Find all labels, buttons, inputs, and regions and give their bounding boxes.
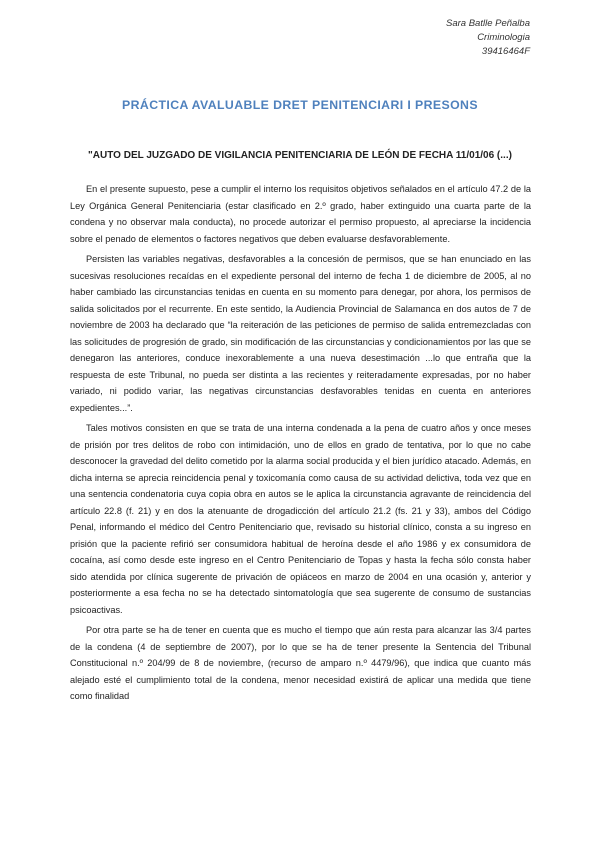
author-name: Sara Batlle Peñalba <box>446 18 530 29</box>
paragraph: En el presente supuesto, pese a cumplir el interno los requisitos objetivos señalados en el artículo 47.2 de la Ley Orgánica General Penitenciaria (estar clasificado en 2.º grado, haber extinguido una cuarta parte de la condena y no observar mala conducta), no procede autorizar el permiso propuesto, al apreciarse la incidencia sobre el penado de elementos o factores negativos que deben evaluarse desfavorablemente. <box>70 184 531 244</box>
paragraph: Por otra parte se ha de tener en cuenta que es mucho el tiempo que aún resta para alcanzar las 3/4 partes de la condena (4 de septiembre de 2007), por lo que se ha de tener presente la Sentencia del Tribunal Constitucional n.º 204/99 de 8 de noviembre, (recurso de amparo n.º 4479/96), que indica que cuanto más alejado esté el cumplimiento total de la condena, menor necesidad existirá de aplicar una medida que tiene como finalidad <box>70 625 531 701</box>
subject-name: Criminologia <box>477 32 530 43</box>
paragraph: Tales motivos consisten en que se trata de una interna condenada a la pena de cuatro años y once meses de prisión por tres delitos de robo con intimidación, uno de ellos en grado de tentativa, por lo que no cabe desconocer la gravedad del delito cometido por la alarma social producida y el bien jurídico atacado. Además, en dicha interna se aprecia reincidencia penal y toxicomanía como causa de su actividad delictiva, toda vez que en una sentencia condenatoria cuya copia obra en autos se le aplica la circunstancia agravante de reincidencia del artículo 22.8 (f. 21) y en dos la atenuante de drogadicción del artículo 21.2 (fs. 21 y 33), ambos del Código Penal, informando el médico del Centro Penitenciario que, revisado su historial clínico, consta a su ingreso en prisión que la paciente refirió ser consumidora habitual de heroína desde el año 1986 y ex consumidora de cocaína, así como desde este ingreso en el Centro Penitenciario de Topas y hasta la fecha sólo consta haber sido atendida por clínica sugerente de privación de opiáceos en marzo de 2004 en una ocasión y, anterior y posteriormente a esa fecha no se ha detectado sintomatología que sea sugerente de consumo de sustancias psicoactivas. <box>70 423 531 615</box>
student-id: 39416464F <box>481 46 530 57</box>
document-title: PRÁCTICA AVALUABLE DRET PENITENCIARI I PRESONS <box>122 98 478 112</box>
document-subtitle: "AUTO DEL JUZGADO DE VIGILANCIA PENITENCIARIA DE LEÓN DE FECHA 11/01/06 (...) <box>88 150 512 161</box>
body-text <box>70 181 531 709</box>
author-header <box>446 17 530 59</box>
paragraph: Persisten las variables negativas, desfavorables a la concesión de permisos, que se han enunciado en las sucesivas resoluciones recaídas en el expediente personal del interno de fecha 1 de diciembre de 2005, al no haber cambiado las circunstancias tenidas en cuenta en su momento para denegar, por ahora, los permisos de salida solicitados por el recurrente. En este sentido, la Audiencia Provincial de Salamanca en dos autos de 7 de noviembre de 2003 ha declarado que “la reiteración de las peticiones de permiso de salida entremezcladas con las solicitudes de progresión de grado, sin modificación de las circunstancias y condicionamientos por las que se denegaron las anteriores, conduce inexorablemente a una nueva desestimación ...lo que entraña que la respuesta de este Tribunal, no pueda ser distinta a las recientes y reiteradamente expresadas, por no haber variado, ni podido variar, las negativas circunstancias desfavorables tenidas en cuenta en anteriores expedientes...”. <box>70 254 531 413</box>
